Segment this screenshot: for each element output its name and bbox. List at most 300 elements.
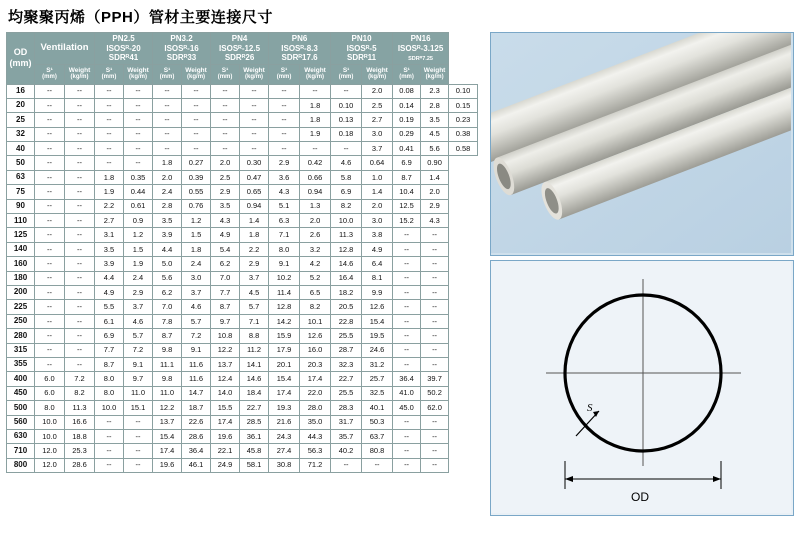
- cell-value: 17.4: [211, 415, 240, 429]
- cell-od: 355: [7, 357, 35, 371]
- cell-value: 1.4: [421, 170, 449, 184]
- cell-value: 4.9: [211, 228, 240, 242]
- cell-value: 2.6: [300, 228, 331, 242]
- cell-value: 0.14: [393, 98, 421, 112]
- cell-value: 41.0: [393, 386, 421, 400]
- cell-value: 9.1: [124, 357, 153, 371]
- table-row: [7, 199, 478, 213]
- cell-value: 50.3: [362, 415, 393, 429]
- cell-value: 12.6: [300, 329, 331, 343]
- cell-value: 24.9: [211, 458, 240, 472]
- cell-value: 22.0: [300, 386, 331, 400]
- cell-value: 3.0: [362, 127, 393, 141]
- cell-value: 2.8: [153, 199, 182, 213]
- cell-value: 2.8: [421, 98, 449, 112]
- cell-value: --: [95, 127, 124, 141]
- header-group-pn32: PN3.2 ISOSᴿ-16 SDRᴿ33: [153, 33, 211, 65]
- cell-value: --: [331, 458, 362, 472]
- table-row: [7, 271, 478, 285]
- cell-od: 500: [7, 401, 35, 415]
- cell-value: 71.2: [300, 458, 331, 472]
- cell-value: --: [269, 127, 300, 141]
- cell-value: 9.1: [182, 343, 211, 357]
- header-sub-w-pn6: Weight (kg/m): [300, 64, 331, 84]
- cell-value: 22.1: [211, 444, 240, 458]
- cell-value: --: [95, 444, 124, 458]
- cell-value: --: [124, 113, 153, 127]
- cell-value: 4.6: [124, 314, 153, 328]
- cell-value: 56.3: [300, 444, 331, 458]
- cell-value: 3.7: [362, 142, 393, 156]
- cell-value: 3.7: [240, 271, 269, 285]
- cell-value: 0.41: [393, 142, 421, 156]
- cell-value: 15.4: [153, 429, 182, 443]
- cell-value: 19.6: [211, 429, 240, 443]
- cell-od: 40: [7, 142, 35, 156]
- dimensions-table: [6, 32, 478, 473]
- cell-value: 62.0: [421, 401, 449, 415]
- cell-value: --: [300, 142, 331, 156]
- cell-od: 200: [7, 285, 35, 299]
- cell-value: 14.7: [182, 386, 211, 400]
- cell-value: --: [65, 185, 95, 199]
- cell-value: 2.0: [300, 214, 331, 228]
- header-sub-s-pn16: S¹ (mm): [393, 64, 421, 84]
- cell-value: --: [35, 343, 65, 357]
- cell-value: --: [393, 285, 421, 299]
- cell-od: 16: [7, 84, 35, 98]
- cell-value: 18.2: [331, 285, 362, 299]
- cell-value: 9.7: [124, 372, 153, 386]
- header-sub-w-pn32: Weight (kg/m): [182, 64, 211, 84]
- cell-value: 2.9: [211, 185, 240, 199]
- cell-value: --: [421, 343, 449, 357]
- cell-value: --: [124, 429, 153, 443]
- cell-value: --: [240, 98, 269, 112]
- cell-value: 25.3: [65, 444, 95, 458]
- cell-value: --: [393, 242, 421, 256]
- cell-value: --: [35, 113, 65, 127]
- cell-value: --: [421, 444, 449, 458]
- cell-value: 0.64: [362, 156, 393, 170]
- cell-value: --: [124, 142, 153, 156]
- cell-value: --: [269, 98, 300, 112]
- cell-value: 1.2: [124, 228, 153, 242]
- cell-value: --: [421, 257, 449, 271]
- cell-value: 7.7: [211, 285, 240, 299]
- table-row: [7, 127, 478, 141]
- cell-value: 19.6: [153, 458, 182, 472]
- cell-value: --: [65, 271, 95, 285]
- cell-value: 8.7: [393, 170, 421, 184]
- cell-value: --: [393, 444, 421, 458]
- cell-od: 32: [7, 127, 35, 141]
- cell-value: 3.0: [362, 214, 393, 228]
- cell-value: 1.8: [300, 98, 331, 112]
- pipe-photo-panel: [490, 32, 794, 256]
- cell-value: --: [35, 329, 65, 343]
- table-row: [7, 156, 478, 170]
- cell-value: 5.6: [153, 271, 182, 285]
- cell-value: 0.94: [300, 185, 331, 199]
- table-row: [7, 214, 478, 228]
- cell-value: --: [65, 214, 95, 228]
- cell-value: 5.2: [300, 271, 331, 285]
- cell-value: 14.6: [331, 257, 362, 271]
- cell-value: 4.6: [331, 156, 362, 170]
- cell-value: --: [65, 84, 95, 98]
- cell-value: 2.2: [95, 199, 124, 213]
- cell-value: 0.10: [449, 84, 478, 98]
- cell-value: 0.55: [182, 185, 211, 199]
- table-row: [7, 444, 478, 458]
- cell-value: 3.6: [269, 170, 300, 184]
- cell-value: 6.9: [393, 156, 421, 170]
- cell-value: 1.5: [182, 228, 211, 242]
- header-group-pn16: PN16 ISOSᴿ-3.125 SDRᴿ7.25: [393, 33, 449, 65]
- cell-value: 2.5: [362, 98, 393, 112]
- cell-value: --: [393, 300, 421, 314]
- cell-value: --: [35, 271, 65, 285]
- cell-value: 1.8: [182, 242, 211, 256]
- cell-value: --: [240, 127, 269, 141]
- table-body: [7, 84, 478, 473]
- cell-value: 5.5: [95, 300, 124, 314]
- cell-value: 4.3: [421, 214, 449, 228]
- cell-value: 28.5: [240, 415, 269, 429]
- cell-value: --: [211, 113, 240, 127]
- cell-value: 31.2: [362, 357, 393, 371]
- cell-value: 12.4: [211, 372, 240, 386]
- cell-value: 3.5: [211, 199, 240, 213]
- cell-value: --: [269, 84, 300, 98]
- cell-value: 18.8: [65, 429, 95, 443]
- cell-value: --: [240, 142, 269, 156]
- cell-value: --: [421, 228, 449, 242]
- table-row: [7, 357, 478, 371]
- header-group-pn6: PN6 ISOSᴿ-8.3 SDRᴿ17.6: [269, 33, 331, 65]
- cell-value: 18.4: [240, 386, 269, 400]
- cell-value: 5.8: [331, 170, 362, 184]
- cell-value: 11.2: [240, 343, 269, 357]
- cell-value: 1.8: [153, 156, 182, 170]
- cell-value: 8.7: [211, 300, 240, 314]
- cell-value: --: [240, 84, 269, 98]
- cell-value: --: [124, 156, 153, 170]
- cell-value: --: [153, 84, 182, 98]
- table-row: [7, 458, 478, 472]
- cell-value: 12.8: [331, 242, 362, 256]
- cell-value: 11.6: [182, 357, 211, 371]
- header-sub-s-pn4: S¹ (mm): [211, 64, 240, 84]
- cell-value: --: [182, 142, 211, 156]
- cell-value: 11.3: [65, 401, 95, 415]
- table-row: [7, 300, 478, 314]
- cell-value: 5.7: [124, 329, 153, 343]
- cell-value: 22.6: [182, 415, 211, 429]
- cell-value: --: [421, 242, 449, 256]
- header-sub-s-pn32: S¹ (mm): [153, 64, 182, 84]
- cell-value: 3.5: [153, 214, 182, 228]
- cell-value: 13.7: [211, 357, 240, 371]
- cell-value: 10.4: [393, 185, 421, 199]
- cell-value: 39.7: [421, 372, 449, 386]
- cell-value: --: [331, 84, 362, 98]
- cell-value: 8.8: [240, 329, 269, 343]
- cell-value: 12.2: [153, 401, 182, 415]
- cell-value: 46.1: [182, 458, 211, 472]
- cell-value: 17.9: [269, 343, 300, 357]
- cell-value: --: [393, 458, 421, 472]
- header-sub-w-pn16: Weight (kg/m): [421, 64, 449, 84]
- table-row: [7, 314, 478, 328]
- cell-value: --: [393, 314, 421, 328]
- cell-od: 450: [7, 386, 35, 400]
- cell-value: 2.9: [269, 156, 300, 170]
- cell-od: 160: [7, 257, 35, 271]
- cell-od: 800: [7, 458, 35, 472]
- cell-od: 400: [7, 372, 35, 386]
- cell-od: 125: [7, 228, 35, 242]
- cell-value: --: [124, 458, 153, 472]
- header-sub-s-pn10: S¹ (mm): [331, 64, 362, 84]
- cell-value: 0.42: [300, 156, 331, 170]
- cell-value: 32.3: [331, 357, 362, 371]
- cell-od: 315: [7, 343, 35, 357]
- cell-value: 2.9: [240, 257, 269, 271]
- cell-value: 36.4: [182, 444, 211, 458]
- table-head: [7, 33, 478, 85]
- cell-value: 6.0: [35, 372, 65, 386]
- cell-value: 15.9: [269, 329, 300, 343]
- cell-value: 28.7: [331, 343, 362, 357]
- cell-value: 6.4: [362, 257, 393, 271]
- cell-value: 7.2: [124, 343, 153, 357]
- cell-value: 10.0: [331, 214, 362, 228]
- cell-value: 1.2: [182, 214, 211, 228]
- cell-value: 0.38: [449, 127, 478, 141]
- cell-value: 2.4: [153, 185, 182, 199]
- cell-value: 45.8: [240, 444, 269, 458]
- cell-value: --: [35, 156, 65, 170]
- cell-value: 10.8: [211, 329, 240, 343]
- cell-value: --: [362, 458, 393, 472]
- cell-value: 8.2: [65, 386, 95, 400]
- cell-value: 0.94: [240, 199, 269, 213]
- cell-value: --: [124, 98, 153, 112]
- cell-value: --: [211, 142, 240, 156]
- cell-value: --: [95, 156, 124, 170]
- cell-value: 3.2: [300, 242, 331, 256]
- cell-value: 63.7: [362, 429, 393, 443]
- cell-value: --: [393, 357, 421, 371]
- cell-value: 1.3: [300, 199, 331, 213]
- header-group-pn10: PN10 ISOSᴿ-5 SDRᴿ11: [331, 33, 393, 65]
- cell-value: 11.0: [124, 386, 153, 400]
- cell-value: 4.5: [421, 127, 449, 141]
- cell-value: 1.5: [124, 242, 153, 256]
- cell-value: 10.0: [35, 429, 65, 443]
- cell-value: --: [124, 127, 153, 141]
- cell-value: 24.3: [269, 429, 300, 443]
- cell-value: 8.2: [300, 300, 331, 314]
- cell-value: --: [35, 185, 65, 199]
- cell-od: 710: [7, 444, 35, 458]
- cell-value: 80.8: [362, 444, 393, 458]
- cell-value: 0.35: [124, 170, 153, 184]
- cell-value: 6.2: [153, 285, 182, 299]
- cell-value: 4.4: [95, 271, 124, 285]
- cell-value: 2.0: [362, 84, 393, 98]
- table-row: [7, 228, 478, 242]
- cell-value: 7.2: [182, 329, 211, 343]
- cell-value: 17.4: [300, 372, 331, 386]
- cell-value: 14.0: [211, 386, 240, 400]
- cell-value: 19.3: [269, 401, 300, 415]
- cell-value: 6.3: [269, 214, 300, 228]
- cell-od: 75: [7, 185, 35, 199]
- cell-od: 63: [7, 170, 35, 184]
- cell-value: 8.7: [95, 357, 124, 371]
- cell-value: 10.0: [35, 415, 65, 429]
- header-row-groups: [7, 33, 478, 65]
- cell-value: 22.7: [331, 372, 362, 386]
- cell-value: --: [182, 98, 211, 112]
- cell-value: --: [35, 199, 65, 213]
- cell-value: --: [421, 329, 449, 343]
- cell-value: 18.7: [182, 401, 211, 415]
- cell-value: --: [65, 343, 95, 357]
- cell-value: --: [65, 242, 95, 256]
- cell-value: 11.1: [153, 357, 182, 371]
- cell-value: --: [65, 98, 95, 112]
- cell-value: 0.27: [182, 156, 211, 170]
- cell-value: 4.3: [211, 214, 240, 228]
- cell-value: 2.0: [211, 156, 240, 170]
- pipe-photo: [491, 33, 791, 253]
- table-row: [7, 329, 478, 343]
- cell-value: 2.5: [211, 170, 240, 184]
- cell-value: 20.1: [269, 357, 300, 371]
- cell-value: 3.9: [153, 228, 182, 242]
- cell-value: 11.3: [331, 228, 362, 242]
- cell-value: 8.0: [269, 242, 300, 256]
- dimensions-table-wrapper: [6, 32, 478, 473]
- cell-od: 50: [7, 156, 35, 170]
- cell-value: 3.0: [182, 271, 211, 285]
- cell-value: --: [95, 84, 124, 98]
- cell-value: 3.1: [95, 228, 124, 242]
- table-row: [7, 170, 478, 184]
- cell-value: --: [95, 458, 124, 472]
- cell-value: --: [35, 127, 65, 141]
- cell-value: --: [182, 127, 211, 141]
- header-od: OD (mm): [7, 33, 35, 85]
- cell-value: 19.5: [362, 329, 393, 343]
- cell-od: 90: [7, 199, 35, 213]
- cell-value: 0.19: [393, 113, 421, 127]
- table-row: [7, 142, 478, 156]
- cell-value: --: [421, 357, 449, 371]
- cell-value: 30.8: [269, 458, 300, 472]
- cell-value: 0.65: [240, 185, 269, 199]
- cell-value: --: [35, 84, 65, 98]
- cell-value: 17.4: [269, 386, 300, 400]
- cell-value: 9.1: [269, 257, 300, 271]
- cell-value: 2.4: [182, 257, 211, 271]
- header-sub-s-vent: S¹ (mm): [35, 64, 65, 84]
- cell-value: --: [95, 142, 124, 156]
- cell-value: 0.13: [331, 113, 362, 127]
- cell-value: 12.2: [211, 343, 240, 357]
- cell-value: 20.5: [331, 300, 362, 314]
- cell-value: --: [269, 113, 300, 127]
- cell-value: --: [153, 98, 182, 112]
- table-row: [7, 84, 478, 98]
- cell-value: --: [153, 142, 182, 156]
- cell-value: 12.5: [393, 199, 421, 213]
- cell-value: --: [65, 300, 95, 314]
- cell-value: 4.4: [153, 242, 182, 256]
- cell-value: 1.4: [362, 185, 393, 199]
- cell-value: 3.5: [95, 242, 124, 256]
- cell-value: 31.7: [331, 415, 362, 429]
- cell-value: --: [35, 300, 65, 314]
- cell-value: 8.1: [362, 271, 393, 285]
- cell-value: 0.10: [331, 98, 362, 112]
- cell-value: 0.15: [449, 98, 478, 112]
- label-s: S: [587, 402, 593, 414]
- cell-value: --: [65, 170, 95, 184]
- cell-value: --: [35, 357, 65, 371]
- cell-value: --: [421, 300, 449, 314]
- cell-value: --: [211, 98, 240, 112]
- header-sub-w-pn25: Weight (kg/m): [124, 64, 153, 84]
- page-title: 均聚聚丙烯（PPH）管材主要连接尺寸: [8, 9, 273, 26]
- cell-value: 12.0: [35, 444, 65, 458]
- cell-value: 4.3: [269, 185, 300, 199]
- cell-value: 14.6: [240, 372, 269, 386]
- table-row: [7, 386, 478, 400]
- table-row: [7, 285, 478, 299]
- cell-value: 6.5: [300, 285, 331, 299]
- cell-value: 3.7: [124, 300, 153, 314]
- cell-value: 22.7: [240, 401, 269, 415]
- cell-value: --: [421, 285, 449, 299]
- cell-value: --: [124, 444, 153, 458]
- cell-value: 20.3: [300, 357, 331, 371]
- cell-value: 12.6: [362, 300, 393, 314]
- table-row: [7, 113, 478, 127]
- cell-value: --: [182, 84, 211, 98]
- cell-value: 10.1: [300, 314, 331, 328]
- cell-value: 10.0: [95, 401, 124, 415]
- cell-value: --: [124, 415, 153, 429]
- cell-value: --: [65, 113, 95, 127]
- cell-value: --: [65, 329, 95, 343]
- cell-value: 0.66: [300, 170, 331, 184]
- header-group-pn25: PN2.5 ISOSᴿ-20 SDRᴿ41: [95, 33, 153, 65]
- cell-value: 50.2: [421, 386, 449, 400]
- cell-value: 8.0: [35, 401, 65, 415]
- cell-value: --: [65, 257, 95, 271]
- cell-value: --: [95, 98, 124, 112]
- cell-value: 6.0: [35, 386, 65, 400]
- cell-od: 280: [7, 329, 35, 343]
- cell-value: --: [65, 156, 95, 170]
- cell-value: 40.2: [331, 444, 362, 458]
- cell-value: --: [35, 228, 65, 242]
